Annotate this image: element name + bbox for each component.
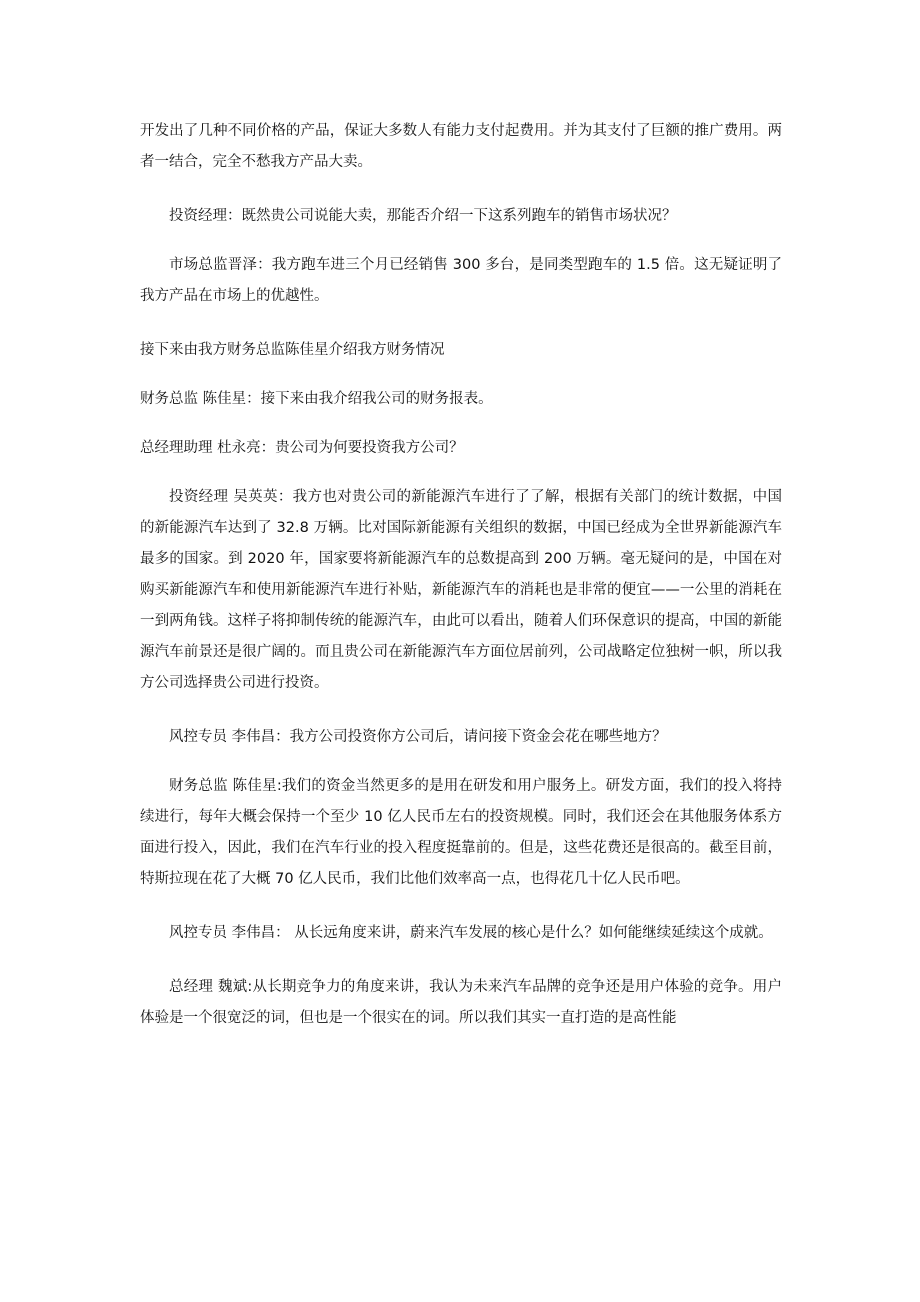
paragraph-investment-manager-answer: 投资经理 吴英英：我方也对贵公司的新能源汽车进行了了解，根据有关部门的统计数据，中国的新能源汽车达到了 32.8 万辆。比对国际新能源有关组织的数据，中国已经成为全世界新能源汽车最多的国家。到 2020 年，国家要将新能源汽车的总数提高到 200 万辆。毫无疑问的是，中国在对购买新能源汽车和使用新能源汽车进行补贴，新能源汽车的消耗也是非常的便宜——一公里的消耗在一到两角钱。这样子将抑制传统的能源汽车，由此可以看出，随着人们环保意识的提高，中国的新能源汽车前景还是很广阔的。而且贵公司在新能源汽车方面位居前列，公司战略定位独树一帜，所以我方公司选择贵公司进行投资。 (140, 489, 782, 691)
paragraph-general-manager-answer: 总经理 魏斌:从长期竞争力的角度来讲，我认为未来汽车品牌的竞争还是用户体验的竞争。用户体验是一个很宽泛的词，但也是一个很实在的词。所以我们其实一直打造的是高性能 (140, 979, 782, 1026)
paragraph-finance-intro: 接下来由我方财务总监陈佳星介绍我方财务情况 (140, 342, 445, 358)
paragraph-finance-director-statement: 财务总监 陈佳星：接下来由我介绍我公司的财务报表。 (140, 391, 493, 407)
document-body (140, 116, 782, 1057)
paragraph-market-director-answer: 市场总监晋泽：我方跑车进三个月已经销售 300 多台，是同类型跑车的 1.5 倍。这无疑证明了我方产品在市场上的优越性。 (140, 257, 782, 304)
paragraph-investment-manager-question: 投资经理：既然贵公司说能大卖，那能否介绍一下这系列跑车的销售市场状况？ (169, 208, 677, 224)
paragraph-product-pricing: 开发出了几种不同价格的产品，保证大多数人有能力支付起费用。并为其支付了巨额的推广费用。两者一结合，完全不愁我方产品大卖。 (140, 123, 782, 170)
paragraph-finance-director-answer: 财务总监 陈佳星:我们的资金当然更多的是用在研发和用户服务上。研发方面，我们的投入将持续进行，每年大概会保持一个至少 10 亿人民币左右的投资规模。同时，我们还会在其他服务体系方面进行投入，因此，我们在汽车行业的投入程度挺靠前的。但是，这些花费还是很高的。截至目前，特斯拉现在花了大概 70 亿人民币，我们比他们效率高一点，也得花几十亿人民币吧。 (140, 778, 782, 887)
paragraph-gm-assistant-question: 总经理助理 杜永亮：贵公司为何要投资我方公司？ (140, 440, 464, 456)
paragraph-risk-officer-followup: 风控专员 李伟昌： 从长远角度来讲，蔚来汽车发展的核心是什么？如何能继续延续这个成就。 (169, 925, 773, 941)
paragraph-risk-officer-question: 风控专员 李伟昌：我方公司投资你方公司后，请问接下资金会花在哪些地方？ (169, 729, 667, 745)
